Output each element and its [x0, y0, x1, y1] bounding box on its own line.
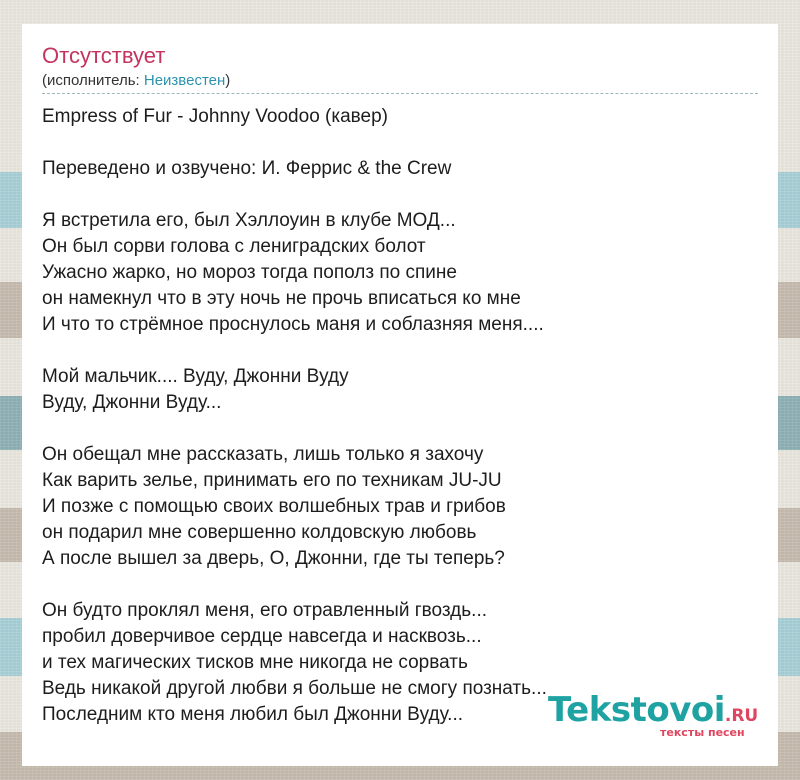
lyric-line: Последним кто меня любил был Джонни Вуду... [42, 704, 464, 725]
artist-prefix: (исполнитель: [42, 72, 144, 89]
lyric-line: Ужасно жарко, но мороз тогда пополз по спине [42, 262, 457, 283]
logo-tld: .RU [724, 706, 759, 726]
lyric-line: и тех магических тисков мне никогда не сорвать [42, 652, 468, 673]
lyric-line: И позже с помощью своих волшебных трав и грибов [42, 496, 506, 517]
song-header [42, 42, 758, 94]
lyric-line: Empress of Fur - Johnny Voodoo (кавер) [42, 106, 388, 127]
lyric-line: Как варить зелье, принимать его по техникам JU-JU [42, 470, 502, 491]
lyric-line: Он будто проклял меня, его отравленный гвоздь... [42, 600, 487, 621]
logo-tagline: тексты песен [660, 726, 745, 739]
artist-link[interactable]: Неизвестен [143, 72, 226, 89]
lyric-line: И что то стрёмное проснулось маня и соблазняя меня.... [42, 314, 544, 335]
lyrics-text [42, 104, 758, 728]
stanza-break [42, 130, 758, 156]
song-title: Отсутствует [42, 43, 166, 68]
lyric-line: Он обещал мне рассказать, лишь только я захочу [42, 444, 484, 465]
lyric-line: он подарил мне совершенно колдовскую любовь [42, 522, 477, 543]
lyric-line: Переведено и озвучено: И. Феррис & the Crew [42, 158, 452, 179]
lyrics-card [22, 24, 778, 766]
lyric-line: А после вышел за дверь, О, Джонни, где ты теперь? [42, 548, 505, 569]
lyric-line: пробил доверчивое сердце навсегда и насквозь... [42, 626, 482, 647]
lyric-line: Вуду, Джонни Вуду... [42, 392, 222, 413]
lyric-line: Мой мальчик.... Вуду, Джонни Вуду [42, 366, 349, 387]
lyric-line: Я встретила его, был Хэллоуин в клубе МОД... [42, 210, 456, 231]
stanza-break [42, 416, 758, 442]
stanza-break [42, 572, 758, 598]
lyric-line: Ведь никакой другой любви я больше не смогу познать... [42, 678, 547, 699]
stanza-break [42, 338, 758, 364]
artist-suffix: ) [225, 72, 231, 89]
lyric-line: Он был сорви голова с лениградских болот [42, 236, 426, 257]
stanza-break [42, 182, 758, 208]
logo-name: Tekstovoi [548, 690, 725, 730]
artist-line [42, 71, 758, 94]
site-logo[interactable] [548, 690, 758, 740]
lyric-line: он намекнул что в эту ночь не прочь вписаться ко мне [42, 288, 521, 309]
